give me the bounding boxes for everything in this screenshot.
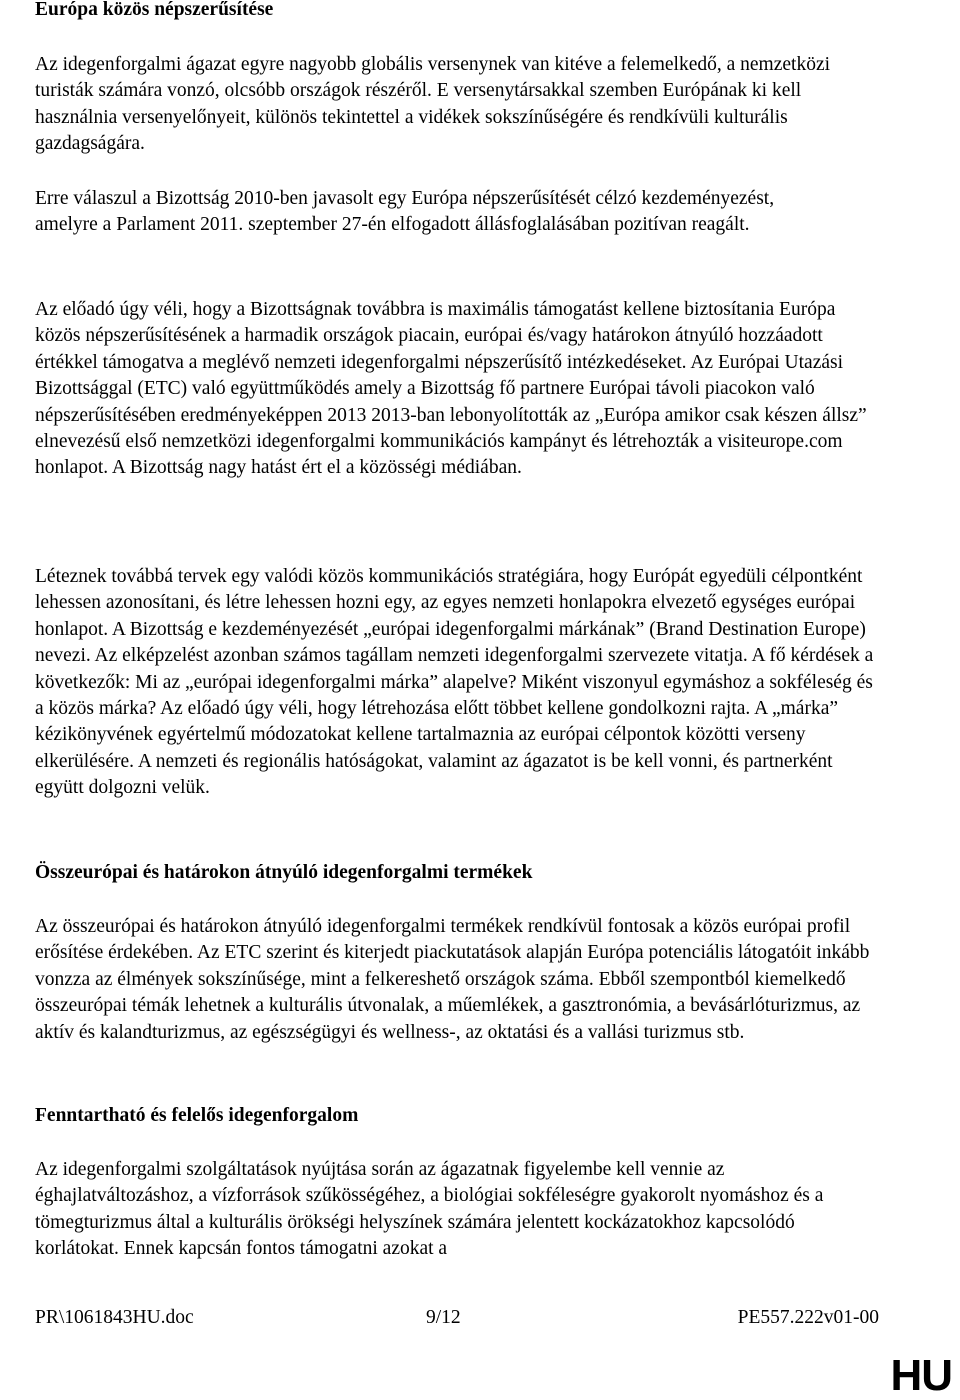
section-heading: Összeurópai és határokon átnyúló idegenforgalmi termékek bbox=[35, 862, 533, 883]
paragraph: Az összeurópai és határokon átnyúló idegenforgalmi termékek rendkívül fontosak a közös európai profil erősítése érdekében. Az ETC szerint és kiterjedt piackutatások alapján Európa potenciális látogatóit inkább vonzza az élmények sokszínűsége, mint a felkereshető országok száma. Ebből szempontból kiemelkedő összeurópai témák lehetnek a kulturális útvonalak, a műemlékek, a gasztronómia, a bevásárlóturizmus, az aktív és kalandturizmus, az egészségügyi és wellness-, az oktatási és a vallási turizmus stb. bbox=[35, 916, 870, 1043]
page-footer bbox=[35, 1305, 883, 1331]
document-reference: PR\1061843HU.doc bbox=[35, 1307, 194, 1328]
section-heading: Európa közös népszerűsítése bbox=[35, 0, 274, 20]
paragraph: Az előadó úgy véli, hogy a Bizottságnak továbbra is maximális támogatást kellene biztosítania Európa közös népszerűsítésének a harmadik országok piacain, európai és/vagy határokon átnyúló hozzáadott értékkel támogatva a meglévő nemzeti idegenforgalmi népszerűsítő intézkedéseket. Az Európai Utazási Bizottsággal (ETC) való együttműködés amely a Bizottság fő partnere Európai távoli piacokon való népszerűsítésében eredményeképpen 2013 2013-ban lebonyolították az „Európa amikor csak készen állsz” elnevezésű első nemzetközi idegenforgalmi kommunikációs kampányt és létrehozták a visiteurope.com honlapot. A Bizottság nagy hatást ért el a közösségi médiában. bbox=[35, 299, 867, 479]
paragraph: Az idegenforgalmi szolgáltatások nyújtása során az ágazatnak figyelembe kell vennie az éghajlatváltozáshoz, a vízforrások szűkösségéhez, a biológiai sokféleségre gyakorolt nyomáshoz és a tömegturizmus által a kulturális örökségi helyszínek számára jelentett kockázatokhoz kapcsolódó korlátokat. Ennek kapcsán fontos támogatni azokat a bbox=[35, 1159, 824, 1260]
paragraph: Erre válaszul a Bizottság 2010-ben javasolt egy Európa népszerűsítését célzó kezdeményezést, amelyre a Parlament 2011. szeptember 27-én elfogadott állásfoglalásában pozitívan reagált. bbox=[35, 188, 775, 236]
page-number: 9/12 bbox=[426, 1307, 461, 1328]
paragraph: Az idegenforgalmi ágazat egyre nagyobb globális versenynek van kitéve a felemelkedő, a nemzetközi turisták számára vonzó, olcsóbb országok részéről. E versenytársakkal szemben Európának ki kell használnia versenyelőnyeit, különös tekintettel a vidékek sokszínűségére és rendkívüli kulturális gazdagságára. bbox=[35, 54, 831, 155]
section-heading: Fenntartható és felelős idegenforgalom bbox=[35, 1105, 359, 1126]
paragraph: Léteznek továbbá tervek egy valódi közös kommunikációs stratégiára, hogy Európát egyedüli célpontként lehessen azonosítani, és létre lehessen hozni egy, az egyes nemzeti honlapokra elvezető egységes európai honlapot. A Bizottság e kezdeményezését „európai idegenforgalmi márkának” (Brand Destination Europe) nevezi. Az elképzelést azonban számos tagállam nemzeti idegenforgalmi szervezete vitatja. A fő kérdések a következők: Mi az „európai idegenforgalmi márka” alapelve? Miként viszonyul egymáshoz a sokféleség és a közös márka? Az előadó úgy véli, hogy létrehozása előtt többet kellene gondolkozni rajta. A „márka” kézikönyvének egyértelmű módozatokat kellene tartalmaznia az európai célpontok közötti verseny elkerülésére. A nemzeti és regionális hatóságokat, valamint az ágazatot is be kell vonni, és partnerként együtt dolgozni velük. bbox=[35, 566, 874, 799]
pe-reference: PE557.222v01-00 bbox=[737, 1307, 879, 1328]
language-code: HU bbox=[890, 1351, 952, 1400]
